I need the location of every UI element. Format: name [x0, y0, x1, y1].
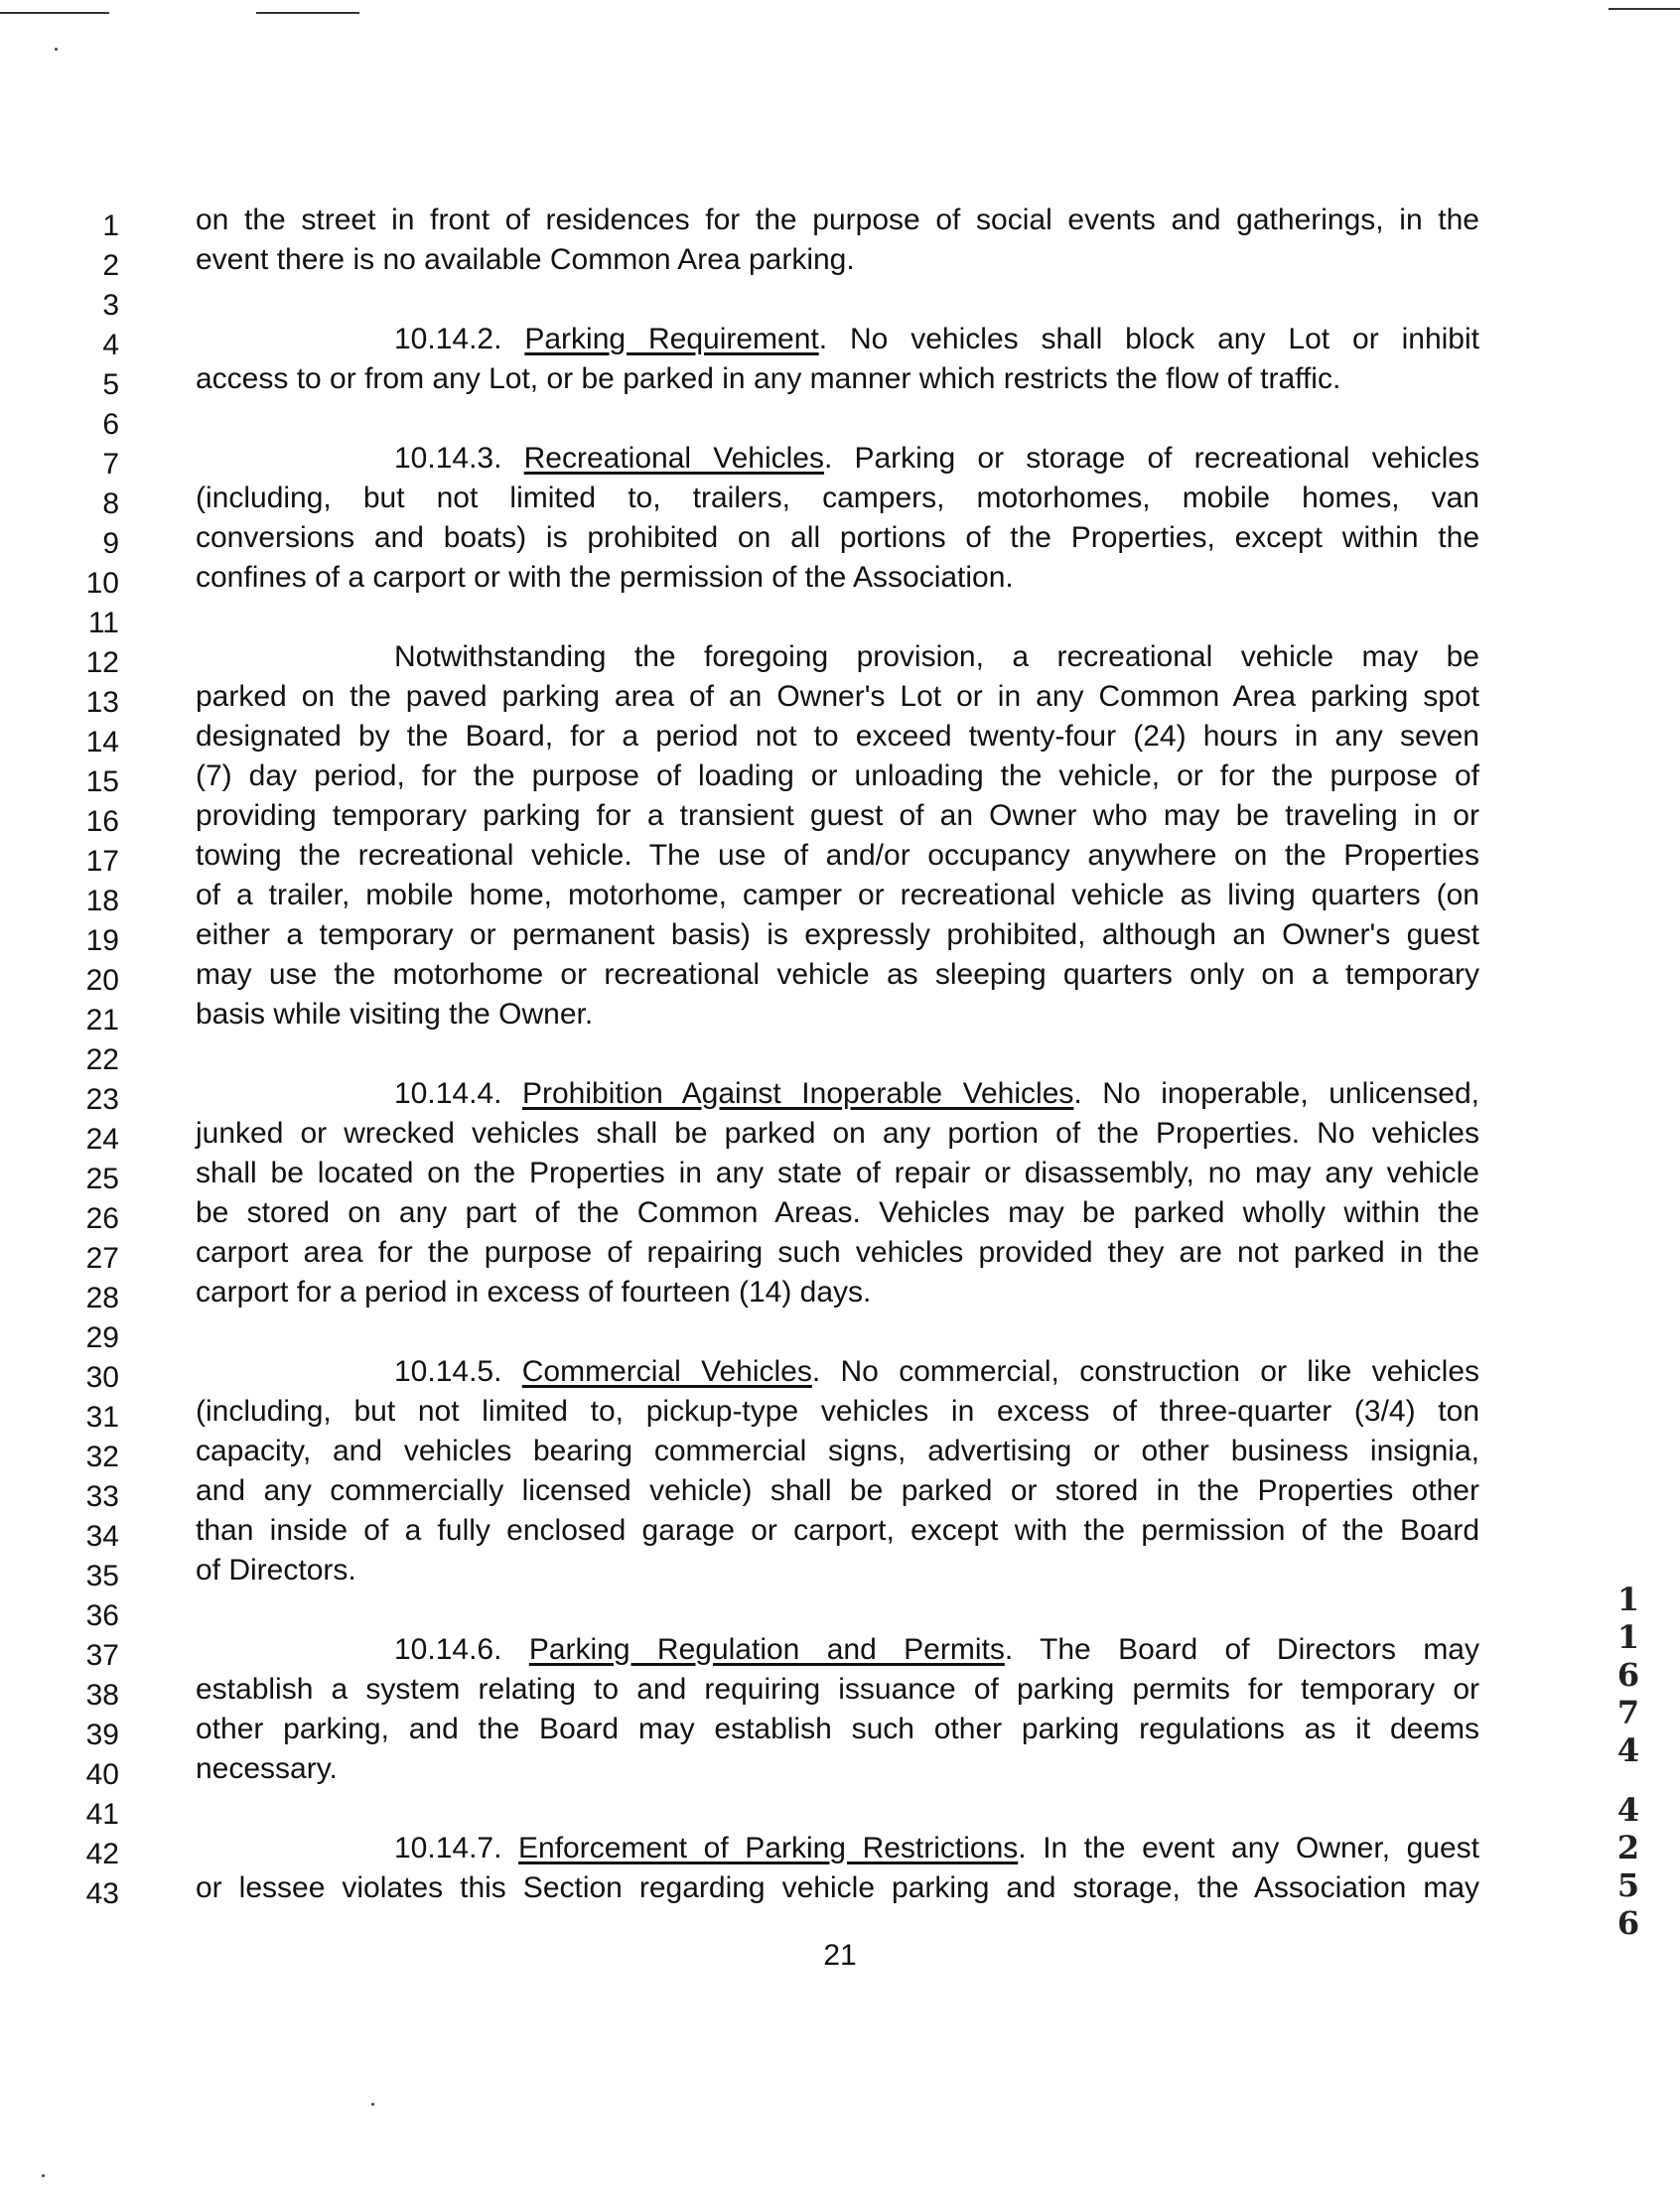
page-number: 21: [823, 1939, 857, 1972]
stamp-digit: 6: [1616, 1656, 1640, 1694]
line-number: 26: [85, 1202, 119, 1235]
line-number: 12: [85, 646, 119, 679]
stamp-digit: 4: [1616, 1791, 1640, 1829]
line-number: 37: [85, 1639, 119, 1672]
stamp-digit: 6: [1616, 1904, 1640, 1942]
line-number: 6: [102, 408, 119, 441]
text-line: parked on the paved parking area of an Owner's Lot or in any Common Area parking spot: [196, 680, 1479, 713]
text-line: designated by the Board, for a period not to exceed twenty-four (24) hours in any seven: [196, 720, 1479, 753]
text-line: conversions and boats) is prohibited on all portions of the Properties, except within the: [196, 521, 1479, 554]
line-number: 10: [85, 567, 119, 600]
scan-artifact-line: [0, 12, 109, 14]
line-number: 13: [85, 686, 119, 719]
section-heading-line: [196, 1630, 1479, 1670]
text-line: either a temporary or permanent basis) is expressly prohibited, although an Owner's guest: [196, 918, 1479, 951]
stamp-digit: 1: [1616, 1581, 1640, 1618]
line-number: 11: [87, 607, 119, 639]
text-line: be stored on any part of the Common Areas. Vehicles may be parked wholly within the: [196, 1196, 1479, 1229]
line-number: 19: [85, 924, 119, 957]
line-number: 31: [85, 1401, 119, 1434]
text-line: providing temporary parking for a transient guest of an Owner who may be traveling in or: [196, 799, 1479, 832]
text-line: junked or wrecked vehicles shall be parked on any portion of the Properties. No vehicles: [196, 1117, 1479, 1150]
line-number: 7: [102, 448, 119, 481]
text-line: event there is no available Common Area parking.: [196, 243, 855, 276]
line-number: 27: [85, 1242, 119, 1275]
line-number: 36: [85, 1599, 119, 1632]
section-heading-line: [196, 1352, 1479, 1392]
text-line: access to or from any Lot, or be parked in any manner which restricts the flow of traffic.: [196, 362, 1341, 395]
text-line: or lessee violates this Section regarding vehicle parking and storage, the Association may: [196, 1871, 1479, 1904]
line-number: 21: [85, 1004, 119, 1036]
line-number: 15: [85, 765, 119, 798]
line-number: 14: [85, 726, 119, 759]
section-heading: Commercial Vehicles: [521, 1355, 812, 1388]
line-number: 4: [102, 329, 119, 361]
section-number: 10.14.2.: [394, 323, 525, 355]
stamp-digit: 2: [1616, 1829, 1640, 1866]
text-line: of Directors.: [196, 1554, 356, 1586]
section-text: . No commercial, construction or like vehicles: [811, 1355, 1480, 1388]
line-number: 39: [85, 1719, 119, 1751]
section-number: 10.14.3.: [394, 442, 524, 475]
line-number: 16: [85, 805, 119, 838]
line-number: 3: [102, 289, 119, 322]
section-text: . No inoperable, unlicensed,: [1073, 1077, 1479, 1110]
stamp-digit: 4: [1616, 1731, 1640, 1769]
section-number: 10.14.6.: [394, 1633, 529, 1666]
line-number: 38: [85, 1679, 119, 1712]
section-text: . The Board of Directors may: [1004, 1633, 1479, 1666]
line-number: 40: [85, 1758, 119, 1791]
scan-artifact-dot: [42, 2174, 45, 2177]
text-line: towing the recreational vehicle. The use of and/or occupancy anywhere on the Properties: [196, 839, 1479, 872]
text-line: (including, but not limited to, trailers, campers, motorhomes, mobile homes, van: [196, 482, 1479, 514]
line-number: 25: [85, 1163, 119, 1195]
text-line: of a trailer, mobile home, motorhome, camper or recreational vehicle as living quarters (on: [196, 879, 1479, 911]
line-number: 20: [85, 964, 119, 997]
stamp-digit: 7: [1616, 1694, 1640, 1731]
stamp-digit: 1: [1616, 1618, 1640, 1656]
text-line: and any commercially licensed vehicle) shall be parked or stored in the Properties other: [196, 1474, 1479, 1507]
section-heading-line: [196, 1074, 1479, 1114]
section-heading: Parking Regulation and Permits: [528, 1633, 1005, 1666]
text-line: (including, but not limited to, pickup-type vehicles in excess of three-quarter (3/4) ton: [196, 1395, 1479, 1428]
scan-artifact-line: [256, 12, 359, 14]
line-number: 22: [85, 1043, 119, 1076]
section-text: . Parking or storage of recreational vehicles: [823, 442, 1479, 475]
line-number: 35: [85, 1560, 119, 1592]
section-heading: Prohibition Against Inoperable Vehicles: [522, 1077, 1074, 1110]
line-number: 29: [85, 1321, 119, 1354]
text-line: Notwithstanding the foregoing provision, a recreational vehicle may be: [394, 640, 1479, 673]
section-heading: Parking Requirement: [524, 323, 819, 355]
line-number: 24: [85, 1123, 119, 1156]
scan-artifact-line: [1609, 8, 1680, 10]
line-number: 8: [102, 487, 119, 520]
text-line: establish a system relating to and requiring issuance of parking permits for temporary or: [196, 1673, 1479, 1706]
section-number: 10.14.4.: [394, 1077, 522, 1110]
line-number: 18: [85, 885, 119, 917]
text-line: carport for a period in excess of fourteen (14) days.: [196, 1276, 872, 1309]
section-heading-line: [196, 320, 1479, 359]
scan-artifact-dot: [55, 48, 58, 51]
line-number: 42: [85, 1838, 119, 1870]
text-line: may use the motorhome or recreational vehicle as sleeping quarters only on a temporary: [196, 958, 1479, 991]
line-number: 2: [102, 249, 119, 282]
text-line: capacity, and vehicles bearing commercial signs, advertising or other business insignia,: [196, 1435, 1479, 1467]
line-number: 41: [85, 1798, 119, 1831]
section-number: 10.14.5.: [394, 1355, 522, 1388]
text-line: basis while visiting the Owner.: [196, 998, 594, 1031]
line-number: 17: [85, 845, 119, 878]
line-number: 5: [102, 368, 119, 401]
line-number: 30: [85, 1361, 119, 1394]
section-heading-line: [196, 439, 1479, 479]
line-number: 9: [102, 527, 119, 560]
text-line: than inside of a fully enclosed garage or carport, except with the permission of the Board: [196, 1514, 1479, 1547]
section-text: . In the event any Owner, guest: [1018, 1832, 1479, 1864]
text-line: necessary.: [196, 1752, 338, 1785]
line-number: 23: [85, 1083, 119, 1116]
text-line: on the street in front of residences for the purpose of social events and gatherings, in the: [196, 204, 1479, 236]
line-number: 43: [85, 1877, 119, 1910]
line-number: 1: [102, 209, 119, 242]
text-line: carport area for the purpose of repairing such vehicles provided they are not parked in the: [196, 1236, 1479, 1269]
line-number: 32: [85, 1441, 119, 1473]
scan-artifact-dot: [371, 2103, 374, 2106]
section-heading: Recreational Vehicles: [523, 442, 824, 475]
section-text: . No vehicles shall block any Lot or inhibit: [818, 323, 1479, 355]
text-line: other parking, and the Board may establish such other parking regulations as it deems: [196, 1713, 1479, 1745]
line-number: 28: [85, 1282, 119, 1314]
text-line: confines of a carport or with the permission of the Association.: [196, 561, 1014, 594]
line-number: 33: [85, 1480, 119, 1513]
section-number: 10.14.7.: [394, 1832, 519, 1864]
section-heading: Enforcement of Parking Restrictions: [518, 1832, 1019, 1864]
line-number: 34: [85, 1520, 119, 1553]
stamp-digit: 5: [1616, 1866, 1640, 1904]
section-heading-line: [196, 1829, 1479, 1868]
text-line: shall be located on the Properties in any state of repair or disassembly, no may any vehicle: [196, 1157, 1479, 1189]
text-line: (7) day period, for the purpose of loading or unloading the vehicle, or for the purpose of: [196, 759, 1479, 792]
